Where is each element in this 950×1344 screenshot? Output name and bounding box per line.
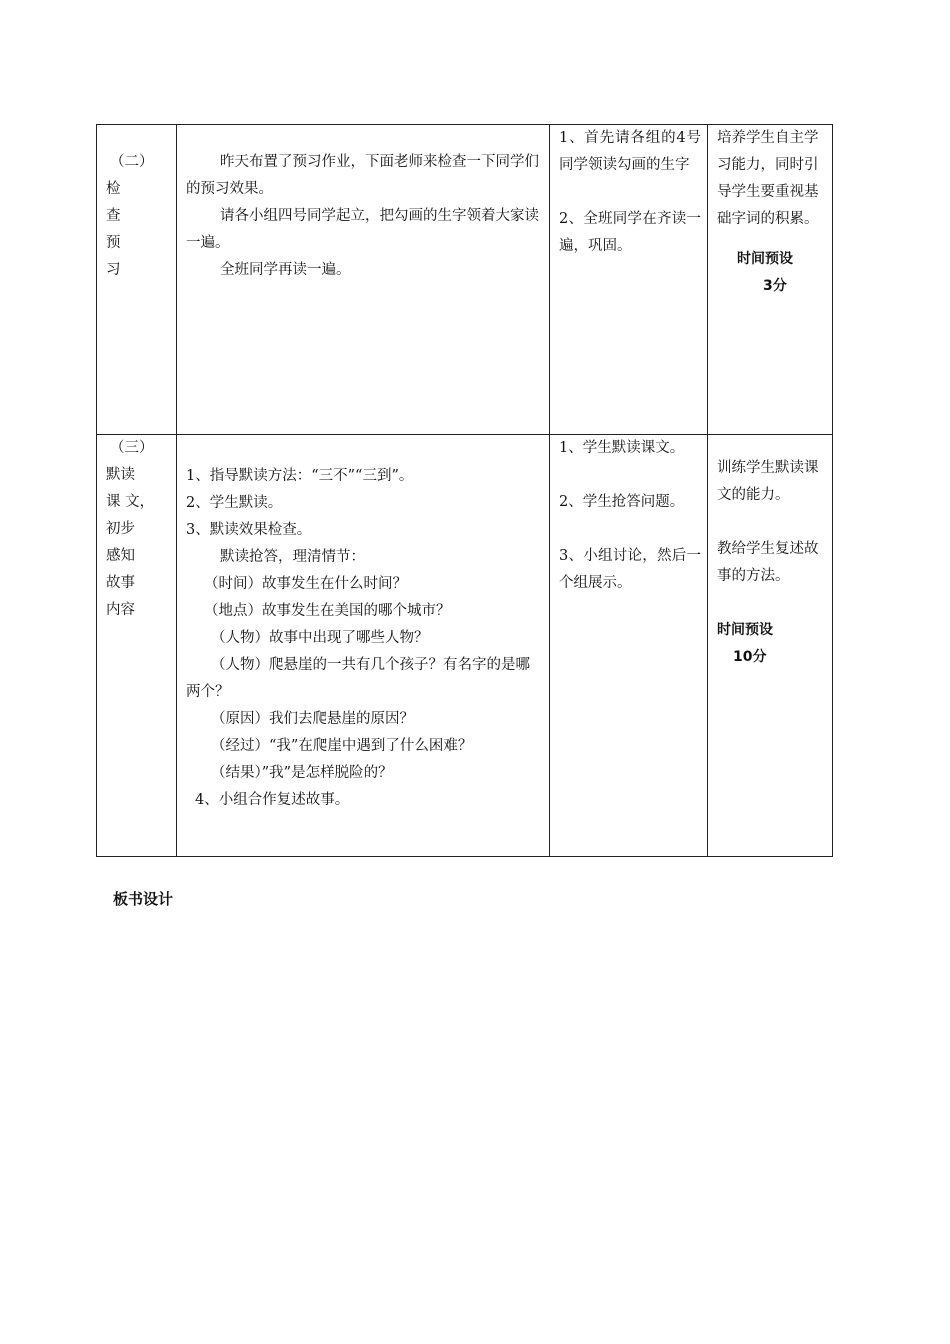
- student-activity-cell: [550, 125, 708, 435]
- time-preset-label: 时间预设: [717, 622, 773, 638]
- stage-label: 检: [106, 181, 121, 197]
- content-paragraph: 2、学生默读。: [186, 495, 283, 511]
- time-preset-value: 10分: [733, 649, 767, 665]
- content-paragraph: （经过）“我”在爬崖中遇到了什么困难？: [211, 738, 473, 754]
- stage-cell: [97, 125, 177, 435]
- time-preset-label: 时间预设: [737, 251, 793, 267]
- student-activity: 1、学生默读课文。: [559, 440, 685, 456]
- time-preset-value: 3分: [763, 278, 787, 294]
- stage-label: 查: [106, 208, 121, 224]
- board-design-heading: 板书设计: [113, 890, 174, 908]
- design-intent: 训练学生默读课文的能力。: [717, 460, 819, 503]
- content-paragraph: 请各小组四号同学起立，把勾画的生字领着大家读一遍。: [186, 208, 539, 251]
- teaching-content-cell: [177, 125, 550, 435]
- content-paragraph: （结果）”我”是怎样脱险的？: [211, 765, 393, 781]
- content-paragraph: （人物）爬悬崖的一共有几个孩子？有名字的是哪两个？: [186, 657, 530, 700]
- stage-label: 预: [106, 235, 121, 251]
- stage-cell: [97, 435, 177, 857]
- student-activity: 3、小组讨论，然后一个组展示。: [559, 548, 701, 591]
- content-paragraph: （时间）故事发生在什么时间？: [204, 576, 407, 592]
- content-paragraph: 4、小组合作复述故事。: [195, 792, 350, 808]
- content-paragraph: 1、指导默读方法：“三不”“三到”。: [186, 468, 414, 484]
- stage-label: 内容: [106, 602, 135, 618]
- table-row: [97, 125, 833, 435]
- teaching-content-cell: [177, 435, 550, 857]
- student-activity: 1、首先请各组的4号同学领读勾画的生字: [559, 130, 701, 173]
- content-paragraph: （地点）故事发生在美国的哪个城市？: [204, 603, 451, 619]
- lesson-plan-table: [96, 124, 833, 857]
- design-intent: 教给学生复述故事的方法。: [717, 541, 819, 584]
- stage-label: 习: [106, 262, 121, 278]
- stage-label: （二）: [110, 154, 154, 170]
- stage-label: 初步: [106, 521, 135, 537]
- design-intent-cell: [708, 435, 833, 857]
- design-intent-cell: [708, 125, 833, 435]
- content-paragraph: （原因）我们去爬悬崖的原因？: [211, 711, 414, 727]
- stage-label: 感知: [106, 548, 135, 564]
- stage-label: 故事: [106, 575, 135, 591]
- content-paragraph: （人物）故事中出现了哪些人物？: [211, 630, 429, 646]
- student-activity: 2、学生抢答问题。: [559, 494, 685, 510]
- stage-label: （三）: [110, 440, 154, 456]
- content-paragraph: 昨天布置了预习作业，下面老师来检查一下同学们的预习效果。: [186, 154, 539, 197]
- design-intent: 培养学生自主学习能力，同时引导学生要重视基础字词的积累。: [717, 130, 819, 227]
- stage-label: 默读: [106, 467, 135, 483]
- table-row: [97, 435, 833, 857]
- stage-label: 课 文，: [106, 494, 155, 510]
- content-paragraph: 默读抢答，理清情节：: [220, 549, 365, 565]
- student-activity: 2、全班同学在齐读一遍，巩固。: [559, 211, 701, 254]
- content-paragraph: 全班同学再读一遍。: [220, 262, 351, 278]
- content-paragraph: 3、默读效果检查。: [186, 522, 312, 538]
- student-activity-cell: [550, 435, 708, 857]
